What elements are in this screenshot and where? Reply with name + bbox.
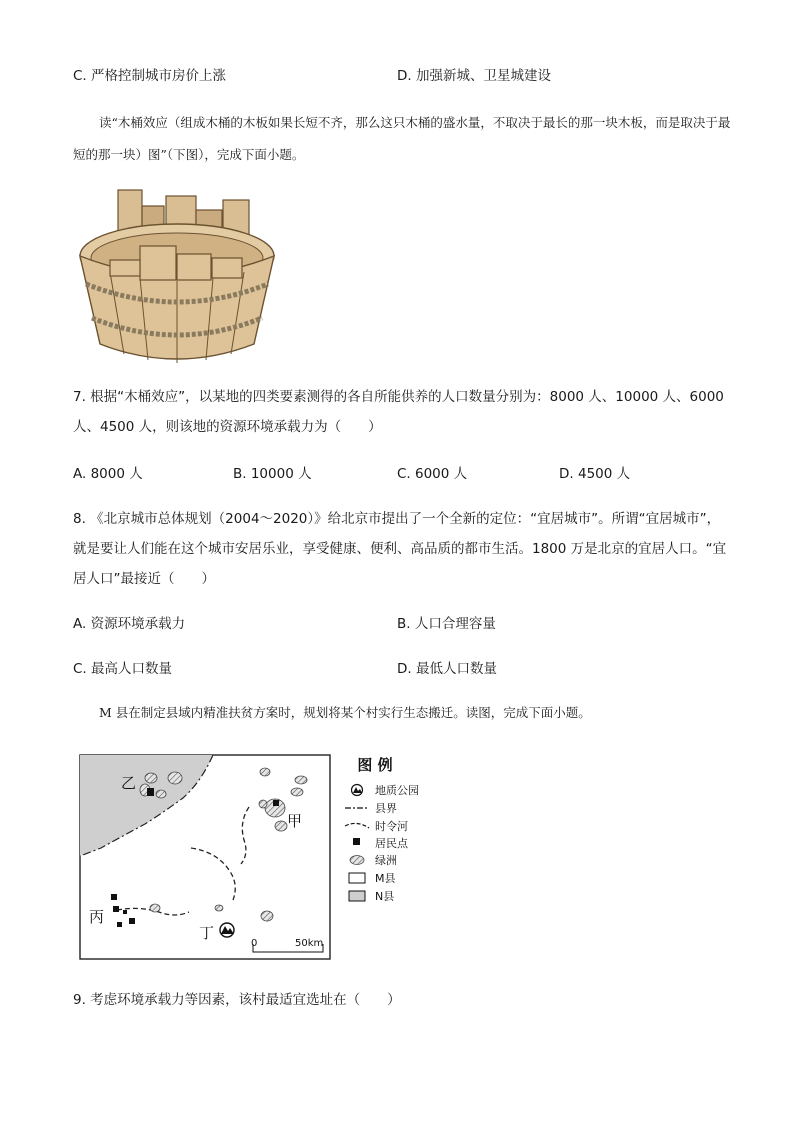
q8-option-c: C. 最高人口数量: [73, 661, 173, 677]
legend-n-county-label: N县: [375, 890, 395, 903]
option-c: C. 严格控制城市房价上涨: [73, 68, 227, 84]
map-legend: [345, 756, 419, 903]
legend-geopark-icon: [352, 785, 363, 796]
legend-river-label: 时令河: [375, 820, 408, 833]
legend-river-line: [345, 823, 369, 828]
county-map-figure: [79, 752, 419, 962]
legend-settlement-icon: [353, 838, 360, 845]
legend-oasis-label: 绿洲: [375, 854, 397, 867]
q8-option-b: B. 人口合理容量: [397, 616, 496, 632]
map-intro: M 县在制定县域内精准扶贫方案时，规划将某个村实行生态搬迁。读图，完成下面小题。: [99, 705, 591, 720]
label-ding: 丁: [199, 924, 215, 942]
legend-boundary-label: 县界: [375, 802, 397, 815]
q8-option-a: A. 资源环境承载力: [73, 616, 186, 632]
legend-title: 图 例: [357, 756, 393, 774]
svg-text:50km: 50km: [295, 938, 324, 949]
q7-option-b: B. 10000 人: [233, 466, 312, 482]
wooden-barrel-figure: [76, 184, 278, 366]
question-7-stem: 7. 根据“木桶效应”，以某地的四类要素测得的各自所能供养的人口数量分别为：8000 人、10000 人、6000 人、4500 人，则该地的资源环境承载力为（ ）: [73, 389, 724, 435]
legend-n-county-swatch: [349, 891, 365, 901]
legend-m-county-label: M县: [375, 872, 396, 885]
q8-option-d: D. 最低人口数量: [397, 661, 497, 677]
option-d: D. 加强新城、卫星城建设: [397, 68, 551, 84]
q7-option-d: D. 4500 人: [559, 466, 631, 482]
q7-option-a: A. 8000 人: [73, 466, 143, 482]
legend-geopark-label: 地质公园: [375, 784, 419, 797]
question-9-stem: 9. 考虑环境承载力等因素，该村最适宜选址在（ ）: [73, 992, 401, 1008]
legend-settlement-label: 居民点: [375, 837, 408, 850]
label-jia: 甲: [287, 812, 303, 830]
label-bing: 丙: [89, 908, 105, 926]
q7-option-c: C. 6000 人: [397, 466, 468, 482]
question-8-stem: 8. 《北京城市总体规划（2004～2020）》给北京市提出了一个全新的定位：“宜居城市”。所谓“宜居城市”，就是要让人们能在这个城市安居乐业，享受健康、便利、高品质的都市生活。1800 万是北京的宜居人口。“宜居人口”最接近（ ）: [73, 511, 727, 587]
label-yi: 乙: [121, 774, 137, 792]
legend-m-county-swatch: [349, 873, 365, 883]
legend-oasis-icon: [350, 856, 364, 865]
geopark-icon: [220, 923, 234, 937]
barrel-intro: 读“木桶效应（组成木桶的木板如果长短不齐，那么这只木桶的盛水量，不取决于最长的那一块木板，而是取决于最短的那一块）图”（下图），完成下面小题。: [73, 115, 731, 162]
svg-text:0: 0: [251, 938, 258, 949]
